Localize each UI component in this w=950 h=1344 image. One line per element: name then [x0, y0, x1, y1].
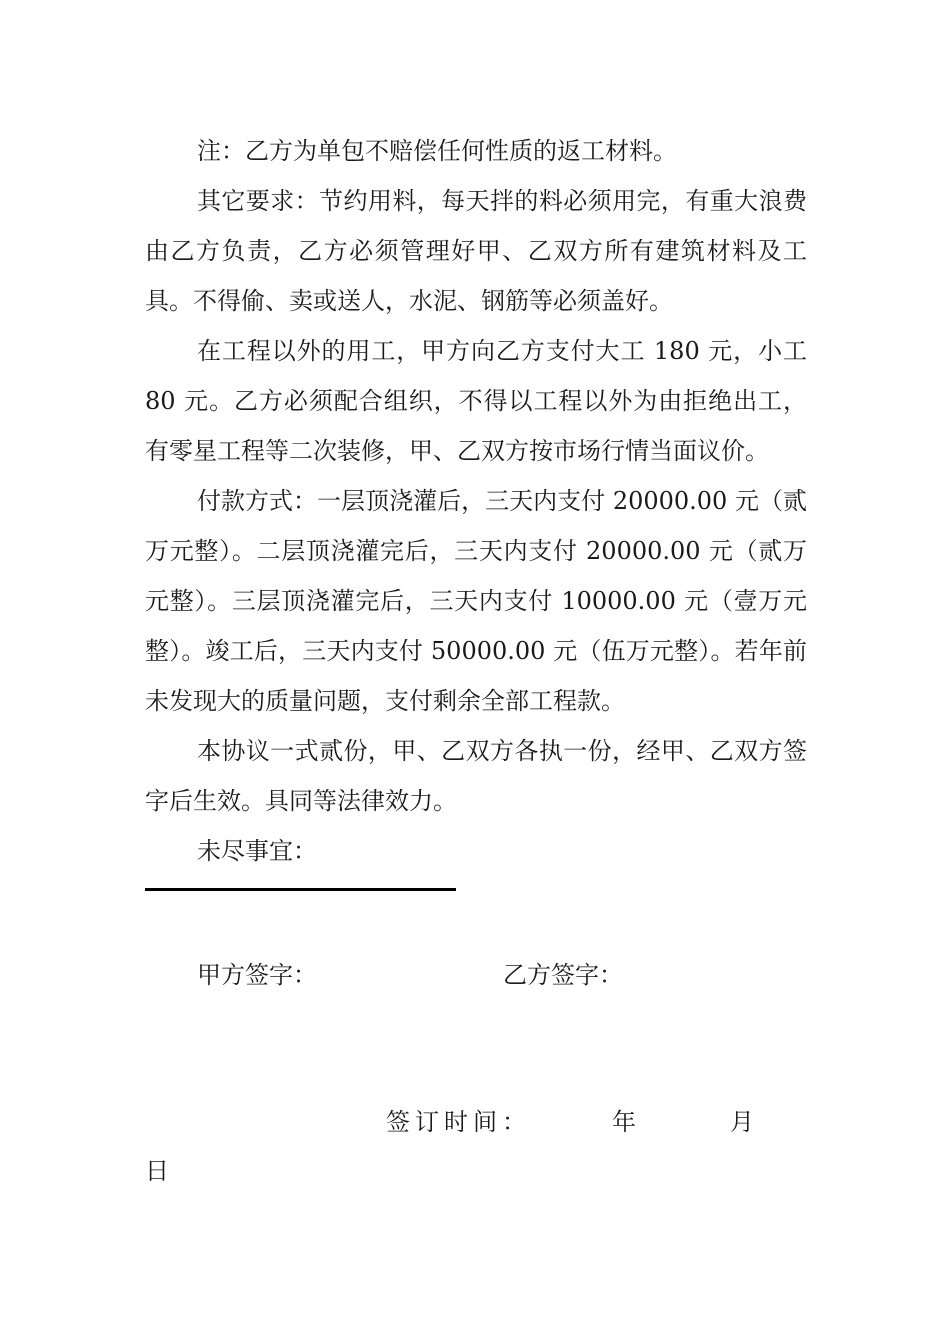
- sign-date-year: 年: [612, 1108, 636, 1136]
- agreement-body: [145, 126, 807, 876]
- sign-date-day: 日: [145, 1157, 169, 1185]
- party-a-signature-label: 甲方签字：: [197, 961, 317, 989]
- note-paragraph: 注：乙方为单包不赔偿任何性质的返工材料。: [197, 137, 677, 165]
- other-requirements-paragraph: 其它要求：节约用料，每天拌的料必须用完，有重大浪费由乙方负责，乙方必须管理好甲、乙双方所有建筑材料及工具。不得偷、卖或送人，水泥、钢筋等必须盖好。: [145, 187, 807, 315]
- blank-fill-line: [145, 888, 456, 891]
- party-b-signature-label: 乙方签字：: [503, 961, 623, 989]
- validity-paragraph: 本协议一式贰份，甲、乙双方各执一份，经甲、乙双方签字后生效。具同等法律效力。: [145, 737, 807, 815]
- unsettled-matters-paragraph: 未尽事宜：: [197, 837, 317, 865]
- sign-date-label: 签订时间：: [386, 1108, 531, 1136]
- payment-terms-paragraph: 付款方式：一层顶浇灌后，三天内支付 20000.00 元（贰万元整）。二层顶浇灌完后，三天内支付 20000.00 元（贰万元整）。三层顶浇灌完后，三天内支付 10000.00 元（壹万元整）。竣工后，三天内支付 50000.00 元（伍万元整）。若年前未发现大的质量问题，支付剩余全部工程款。: [145, 487, 807, 715]
- sign-date-month: 月: [730, 1108, 754, 1136]
- extra-labor-paragraph: 在工程以外的用工，甲方向乙方支付大工 180 元，小工 80 元。乙方必须配合组织，不得以工程以外为由拒绝出工，有零星工程等二次装修，甲、乙双方按市场行情当面议价。: [145, 337, 807, 465]
